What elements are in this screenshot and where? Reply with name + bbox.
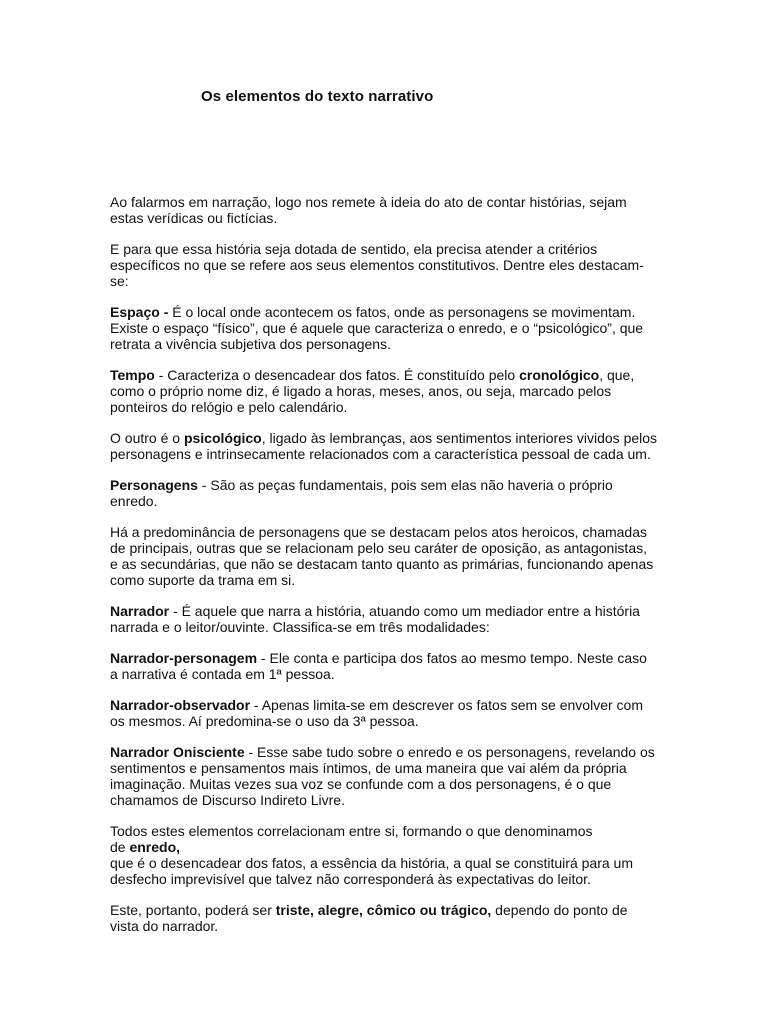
paragraph-criterios: E para que essa história seja dotada de sentido, ela precisa atender a critérios específicos no que se refere aos seus elementos constitutivos. Dentre eles destacam-se: bbox=[110, 241, 644, 289]
term-cronologico: cronológico bbox=[519, 367, 600, 383]
paragraph-espaco: Espaço - É o local onde acontecem os fatos, onde as personagens se movimentam. Existe o espaço “físico”, que é aquele que caracteriza o enredo, e o “psicológico”, que retrata a vivência subjetiva dos personagens. bbox=[110, 304, 644, 352]
term-narrador-onisciente: Narrador Onisciente bbox=[110, 744, 245, 760]
paragraph-personagens: Personagens - São as peças fundamentais, pois sem elas não haveria o próprio enredo. bbox=[110, 477, 613, 509]
term-narrador: Narrador bbox=[110, 603, 170, 619]
term-psicologico: psicológico bbox=[183, 430, 262, 446]
paragraph-tempo: Tempo - Caracteriza o desencadear dos fatos. É constituído pelo cronológico, que, como o próprio nome diz, é ligado a horas, meses, anos, ou seja, marcado pelos ponteiros do relógio e pelo calendário. bbox=[110, 367, 635, 415]
paragraph-intro: Ao falarmos em narração, logo nos remete à ideia do ato de contar histórias, sejam estas verídicas ou fictícias. bbox=[110, 194, 627, 226]
term-narrador-observador: Narrador-observador bbox=[110, 697, 251, 713]
term-narrador-personagem: Narrador-personagem bbox=[110, 650, 258, 666]
term-triste-alegre: triste, alegre, cômico ou trágico, bbox=[275, 902, 492, 918]
paragraph-narrador-personagem: Narrador-personagem - Ele conta e participa dos fatos ao mesmo tempo. Neste caso a narrativa é contada em 1ª pessoa. bbox=[110, 650, 647, 682]
document-body bbox=[110, 194, 658, 949]
paragraph-predominancia: Há a predominância de personagens que se destacam pelos atos heroicos, chamadas de principais, outras que se relacionam pelo seu caráter de oposição, as antagonistas, e as secundárias, que não se destacam tanto quanto as primárias, funcionando apenas como suporte da trama em si. bbox=[110, 524, 654, 588]
paragraph-narrador-onisciente: Narrador Onisciente - Esse sabe tudo sobre o enredo e os personagens, revelando os sentimentos e pensamentos mais íntimos, de uma maneira que vai além da própria imaginação. Muitas vezes sua voz se confunde com a dos personagens, é o que chamamos de Discurso Indireto Livre. bbox=[110, 744, 655, 808]
paragraph-final: Este, portanto, poderá ser triste, alegre, cômico ou trágico, dependo do ponto de vista do narrador. bbox=[110, 902, 628, 934]
paragraph-narrador: Narrador - É aquele que narra a história, atuando como um mediador entre a história narrada e o leitor/ouvinte. Classifica-se em três modalidades: bbox=[110, 603, 640, 635]
term-personagens: Personagens bbox=[110, 477, 198, 493]
document-title: Os elementos do texto narrativo bbox=[201, 88, 434, 105]
paragraph-enredo: Todos estes elementos correlacionam entre si, formando o que denominamos de enredo, que é o desencadear dos fatos, a essência da história, a qual se constituirá para um desfecho imprevisível que talvez não corresponderá às expectativas do leitor. bbox=[110, 823, 633, 887]
paragraph-psicologico: O outro é o psicológico, ligado às lembranças, aos sentimentos interiores vividos pelos personagens e intrinsecamente relacionados com a característica pessoal de cada um. bbox=[110, 430, 658, 462]
term-enredo: enredo, bbox=[129, 839, 181, 855]
paragraph-narrador-observador: Narrador-observador - Apenas limita-se em descrever os fatos sem se envolver com os mesmos. Aí predomina-se o uso da 3ª pessoa. bbox=[110, 697, 643, 729]
term-tempo: Tempo bbox=[110, 367, 155, 383]
term-espaco: Espaço - bbox=[110, 304, 169, 320]
